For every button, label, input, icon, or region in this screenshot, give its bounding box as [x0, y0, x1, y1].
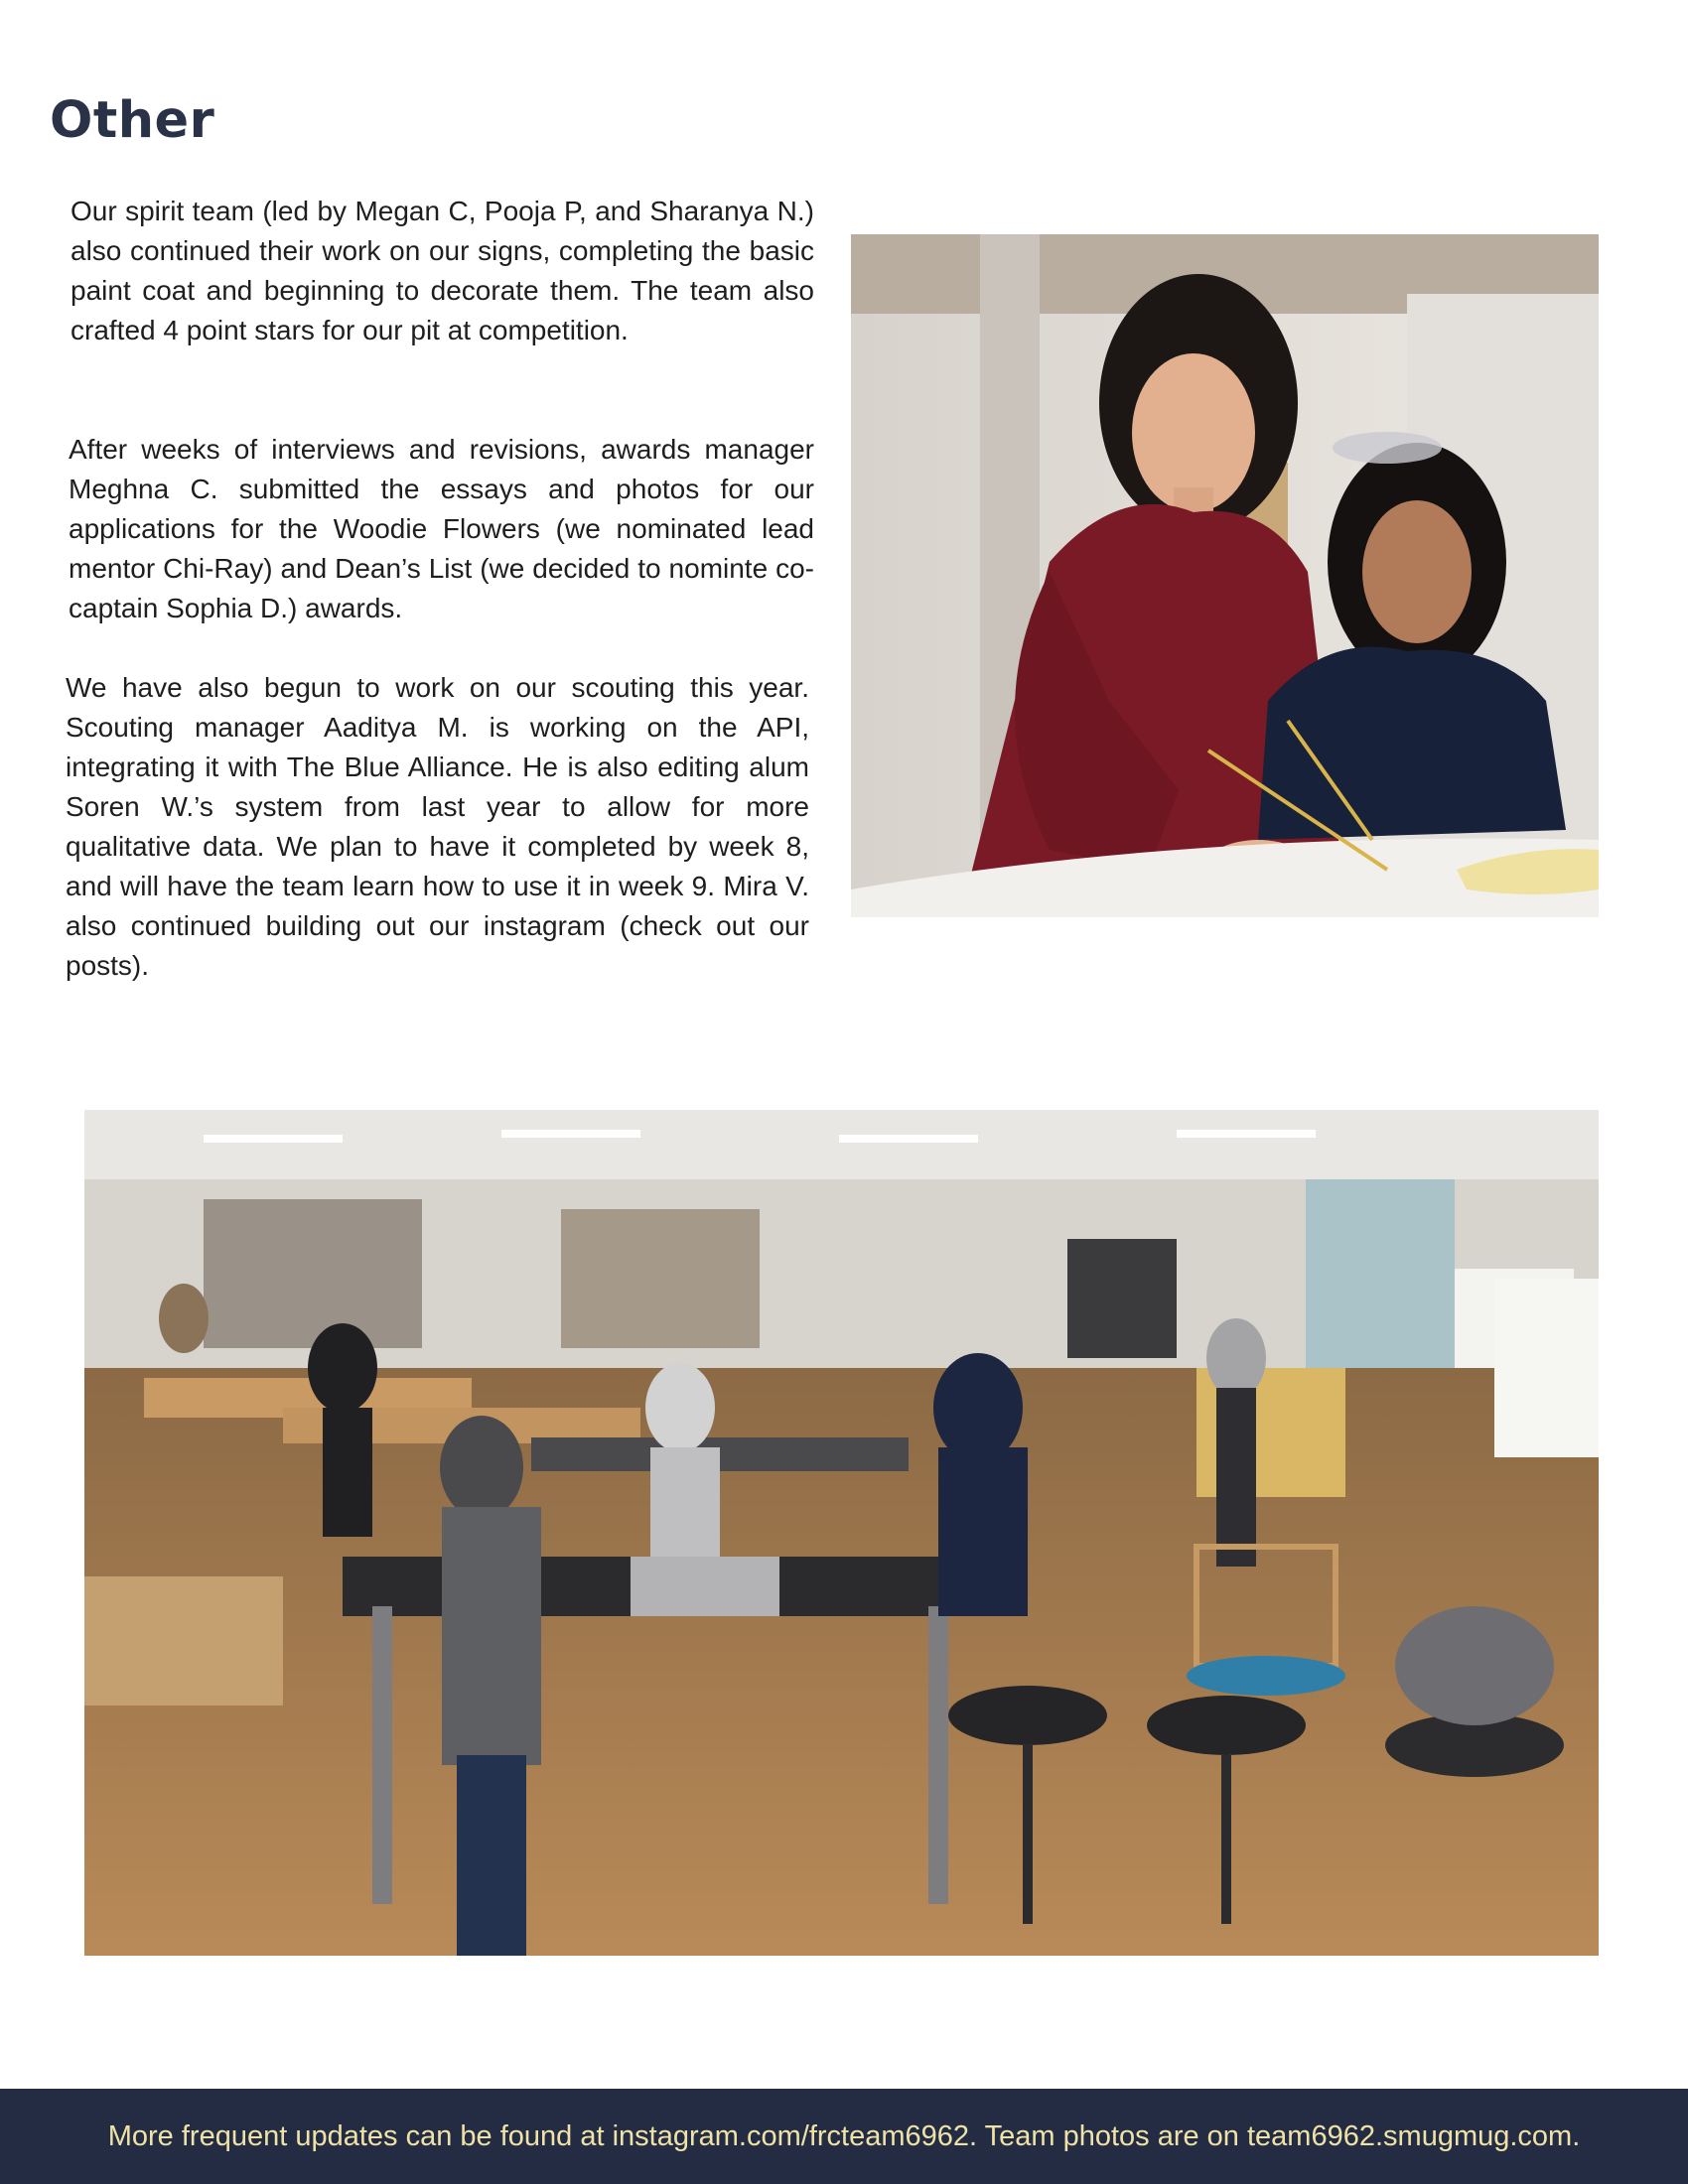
workshop-photo — [84, 1110, 1599, 1956]
spirit-team-paragraph: Our spirit team (led by Megan C, Pooja P, and Sharanya N.) also continued their work on our signs, completing the basic paint coat and beginning to decorate them. The team also crafted 4 point stars for our pit at competition. — [70, 196, 814, 345]
awards-paragraph: After weeks of interviews and revisions, awards manager Meghna C. submitted the essays and photos for our applications for the Woodie Flowers (we nominated lead mentor Chi-Ray) and Dean’s List (we decided to nominte co-captain Sophia D.) awards. — [69, 434, 814, 623]
scouting-paragraph: We have also begun to work on our scouting this year. Scouting manager Aaditya M. is working on the API, integrating it with The Blue Alliance. He is also editing alum Soren W.’s system from last year to allow for more qualitative data. We plan to have it completed by week 8, and will have the team learn how to use it in week 9. Mira V. also continued building out our instagram (check out our posts). — [66, 672, 809, 981]
page-heading: Other — [50, 91, 215, 150]
footer-text: More frequent updates can be found at instagram.com/frcteam6962. Team photos are on team6962.smugmug.com. — [107, 2119, 1581, 2152]
workshop-illustration — [84, 1110, 1599, 1956]
painting-sign-photo — [851, 234, 1599, 917]
painting-sign-illustration — [851, 234, 1599, 917]
footer-banner — [0, 2089, 1688, 2184]
